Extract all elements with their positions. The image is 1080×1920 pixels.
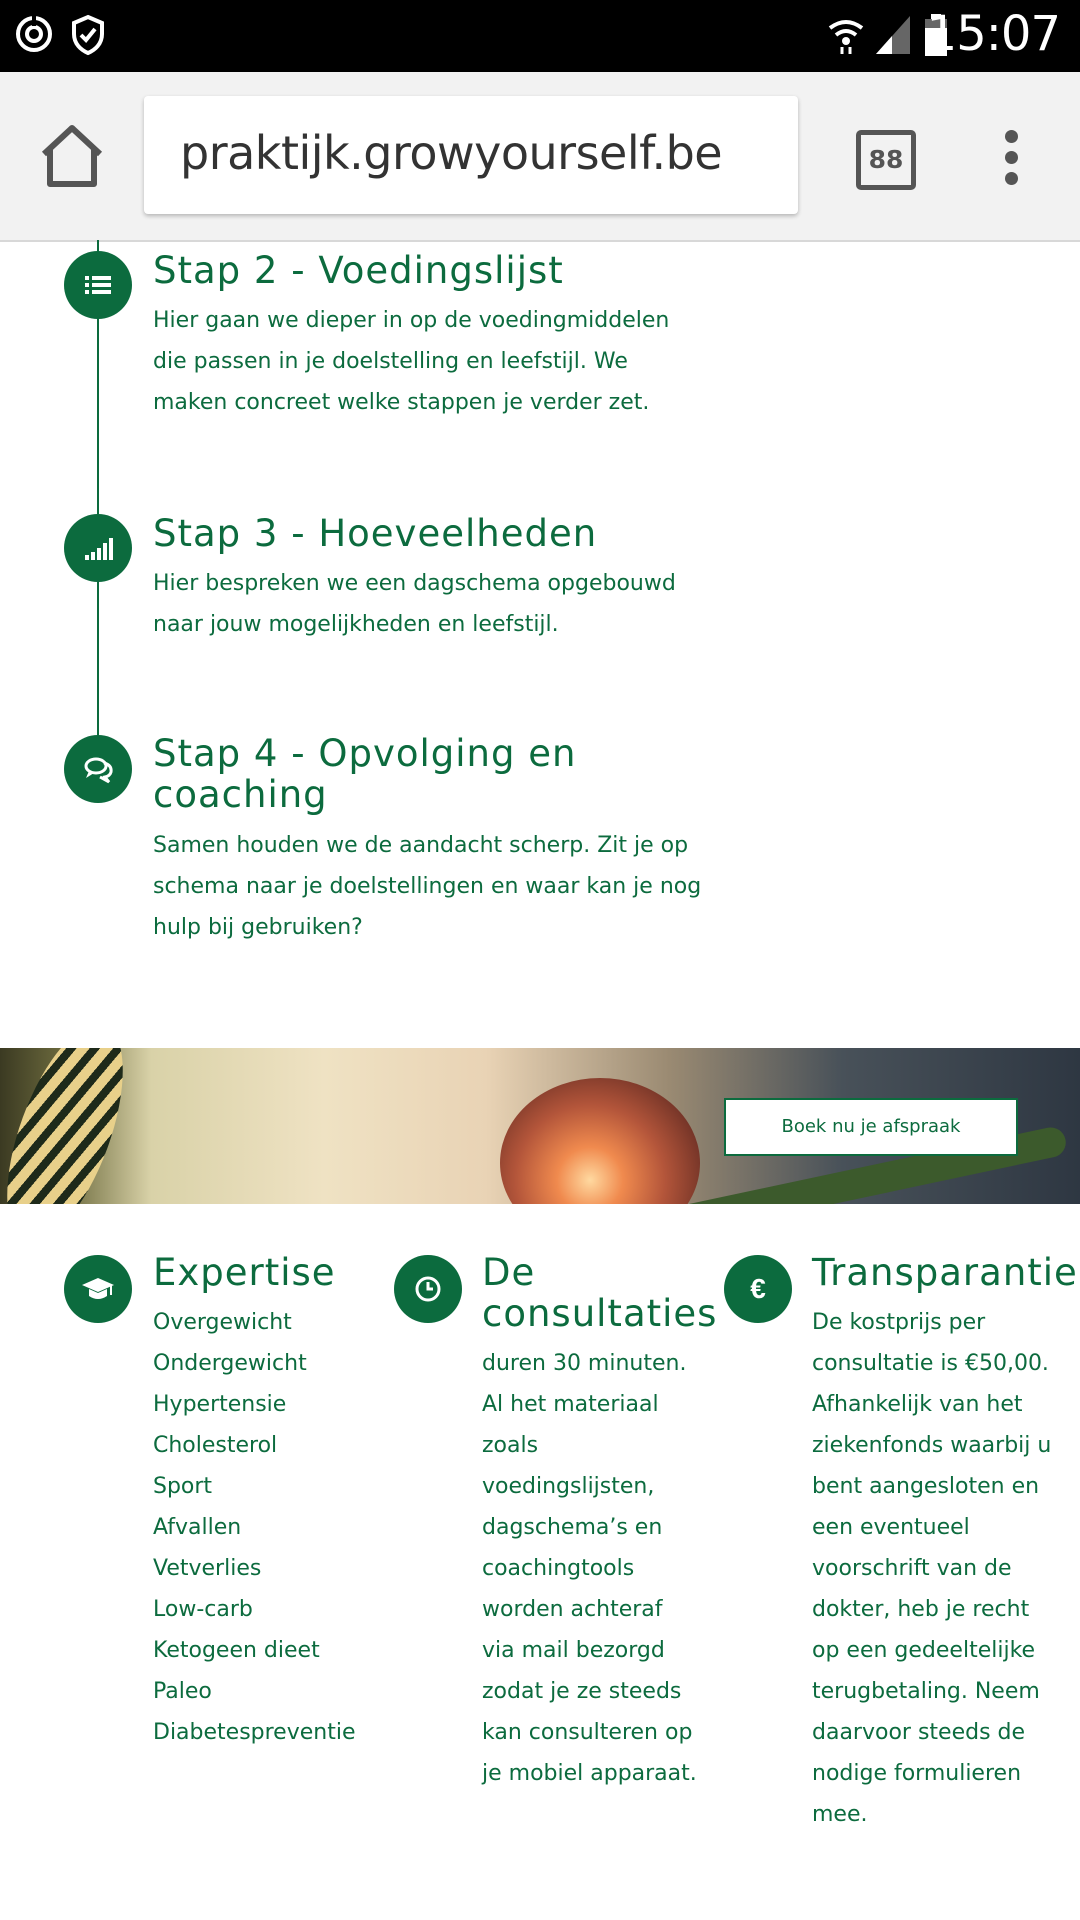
step-2-title: Stap 2 - Voedingslijst — [153, 249, 564, 292]
transparantie-line: consultatie is €50,00. — [812, 1351, 1049, 1376]
expertise-item: Overgewicht — [153, 1310, 292, 1335]
wifi-icon — [826, 14, 866, 54]
step-4-title-line-2: coaching — [153, 773, 328, 816]
transparantie-line: ziekenfonds waarbij u — [812, 1433, 1052, 1458]
expertise-item: Diabetespreventie — [153, 1720, 356, 1745]
graduation-cap-icon — [64, 1255, 132, 1323]
consultaties-line: worden achteraf — [482, 1597, 663, 1622]
consultaties-line: zodat je ze steeds — [482, 1679, 682, 1704]
transparantie-line: voorschrift van de — [812, 1556, 1012, 1581]
shield-check-icon — [70, 14, 106, 56]
overflow-menu-icon[interactable] — [1000, 130, 1022, 186]
consultaties-line: zoals — [482, 1433, 539, 1458]
url-text: praktijk.growyourself.be — [180, 126, 723, 180]
transparantie-text — [812, 1302, 1051, 1835]
expertise-item: Paleo — [153, 1679, 212, 1704]
transparantie-line: een eventueel — [812, 1515, 970, 1540]
expertise-item: Sport — [153, 1474, 213, 1499]
expertise-item: Ketogeen dieet — [153, 1638, 320, 1663]
step-2-text: Hier gaan we dieper in op de voedingmiddelen die passen in je doelstelling en leefstijl. We maken concreet welke stappen je verder zet. — [153, 308, 670, 415]
expertise-item: Cholesterol — [153, 1433, 278, 1458]
home-icon[interactable] — [38, 124, 106, 188]
browser-toolbar — [0, 72, 1080, 242]
chat-bubbles-icon — [64, 735, 132, 803]
transparantie-line: op een gedeeltelijke — [812, 1638, 1036, 1663]
step-4-title-line-1: Stap 4 - Opvolging en — [153, 732, 577, 775]
step-4-title — [153, 733, 576, 815]
transparantie-line: bent aangesloten en — [812, 1474, 1040, 1499]
clock: 15:07 — [926, 6, 1060, 62]
consultaties-line: duren 30 minuten. — [482, 1351, 687, 1376]
euro-icon: € — [724, 1255, 792, 1323]
consultaties-title-line-2: consultaties — [482, 1292, 718, 1335]
transparantie-line: nodige formulieren — [812, 1761, 1022, 1786]
sync-icon — [14, 14, 54, 54]
list-icon — [64, 251, 132, 319]
expertise-item: Vetverlies — [153, 1556, 262, 1581]
consultaties-title — [482, 1252, 717, 1334]
transparantie-line: mee. — [812, 1802, 868, 1827]
aloe-leaf-decoration — [0, 1048, 147, 1204]
expertise-item: Hypertensie — [153, 1392, 287, 1417]
transparantie-line: De kostprijs per — [812, 1310, 986, 1335]
address-bar[interactable] — [144, 96, 798, 214]
consultaties-line: voedingslijsten, — [482, 1474, 655, 1499]
step-3-text: Hier bespreken we een dagschema opgebouwd naar jouw mogelijkheden en leefstijl. — [153, 571, 676, 637]
expertise-item: Low-carb — [153, 1597, 253, 1622]
step-3-title: Stap 3 - Hoeveelheden — [153, 512, 598, 555]
consultaties-line: via mail bezorgd — [482, 1638, 665, 1663]
consultaties-line: kan consulteren op — [482, 1720, 693, 1745]
signal-icon — [874, 14, 912, 54]
consultaties-line: je mobiel apparaat. — [482, 1761, 697, 1786]
status-bar — [0, 0, 1080, 72]
signal-bars-icon — [64, 514, 132, 582]
clock-icon — [394, 1255, 462, 1323]
expertise-item: Ondergewicht — [153, 1351, 307, 1376]
transparantie-line: daarvoor steeds de — [812, 1720, 1026, 1745]
consultaties-title-line-1: De — [482, 1251, 536, 1294]
expertise-item: Afvallen — [153, 1515, 242, 1540]
transparantie-line: dokter, heb je recht — [812, 1597, 1030, 1622]
book-appointment-button[interactable]: Boek nu je afspraak — [724, 1098, 1018, 1156]
step-4-text: Samen houden we de aandacht scherp. Zit je op schema naar je doelstellingen en waar kan je nog hulp bij gebruiken? — [153, 833, 702, 940]
transparantie-line: terugbetaling. Neem — [812, 1679, 1040, 1704]
fruit-decoration — [500, 1078, 700, 1204]
transparantie-title: Transparantie — [812, 1251, 1078, 1294]
tab-switcher-button[interactable]: 88 — [856, 130, 916, 190]
consultaties-line: coachingtools — [482, 1556, 635, 1581]
consultaties-line: dagschema’s en — [482, 1515, 663, 1540]
consultaties-text — [482, 1343, 697, 1794]
expertise-title: Expertise — [153, 1251, 336, 1294]
transparantie-line: Afhankelijk van het — [812, 1392, 1023, 1417]
expertise-list — [153, 1302, 356, 1753]
consultaties-line: Al het materiaal — [482, 1392, 659, 1417]
